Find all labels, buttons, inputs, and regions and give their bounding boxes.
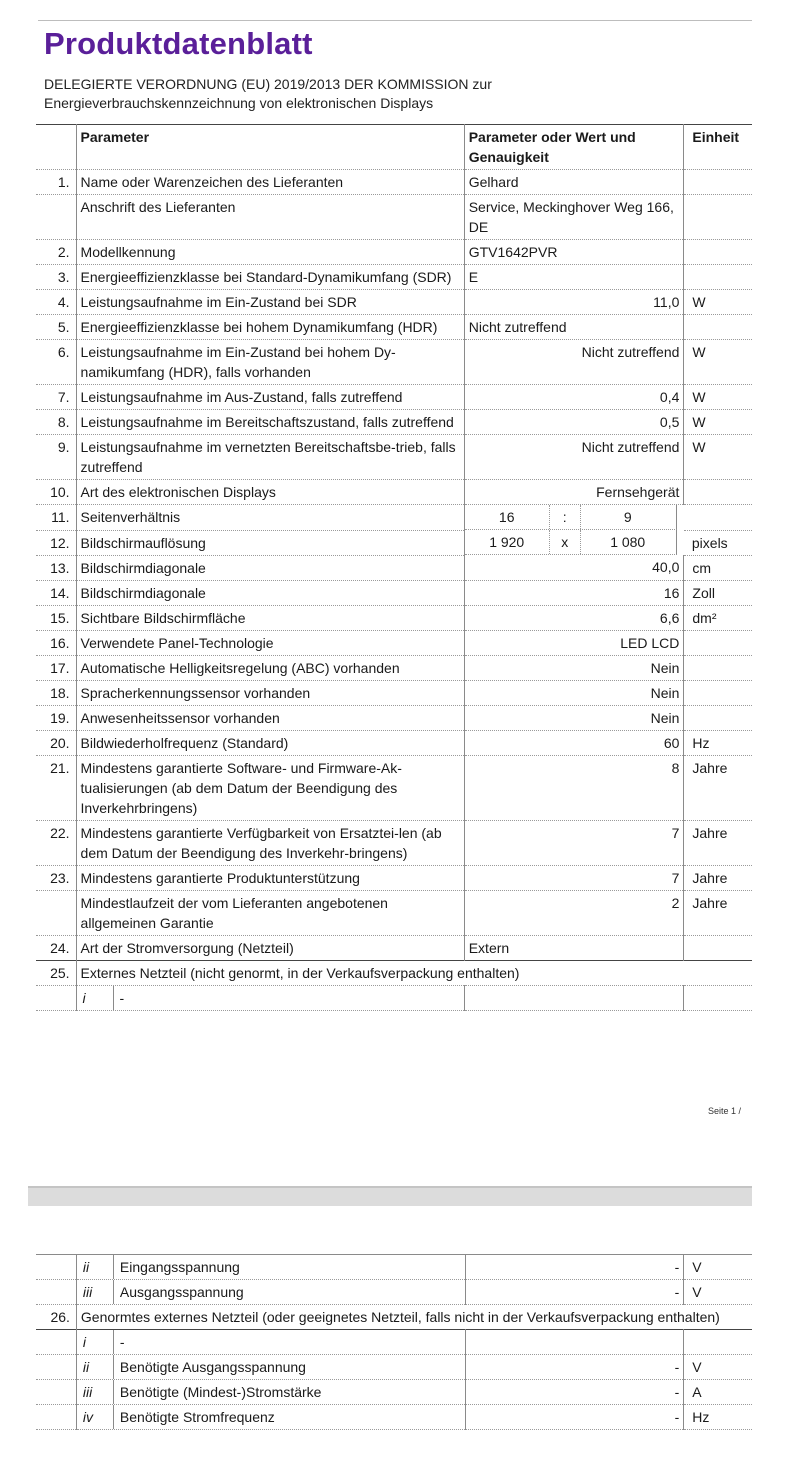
sub-grid xyxy=(77,1255,465,1279)
value-cell: 0,5 xyxy=(464,410,684,435)
row-number: 23. xyxy=(36,865,76,890)
table-row xyxy=(36,315,752,340)
header-unit: Einheit xyxy=(684,125,752,170)
parameter-cell: Spracherkennungssensor vorhanden xyxy=(76,680,464,705)
parameter-cell: Mindestens garantierte Software- und Firmware-Ak-tualisierungen (ab dem Datum der Beendigung des Inverkehrbringens) xyxy=(76,755,464,820)
value-cell: Nein xyxy=(464,705,684,730)
parameter-cell: Energieeffizienzklasse bei hohem Dynamikumfang (HDR) xyxy=(76,315,464,340)
value-cell: - xyxy=(465,1405,684,1430)
parameter-cell: Leistungsaufnahme im Ein-Zustand bei SDR xyxy=(76,290,464,315)
value-cell: E xyxy=(464,265,684,290)
sub-parameter-text: Benötigte (Mindest-)Stromstärke xyxy=(119,1384,322,1400)
row-number xyxy=(36,1255,76,1280)
top-rule xyxy=(38,20,752,21)
unit-cell: cm xyxy=(684,555,752,580)
parameter-cell: Bildschirmdiagonale xyxy=(76,580,464,605)
unit-cell: W xyxy=(684,435,752,480)
unit-cell xyxy=(684,240,752,265)
table-row xyxy=(36,630,752,655)
parameter-cell: Leistungsaufnahme im Bereitschaftszustand, falls zutreffend xyxy=(76,410,464,435)
unit-cell xyxy=(684,195,752,240)
unit-cell: V xyxy=(684,1255,752,1280)
table-row xyxy=(36,555,752,580)
table-row xyxy=(36,410,752,435)
sub-parameter-cell xyxy=(76,1330,465,1355)
value-cell-split xyxy=(465,505,677,530)
value-cell: Service, Meckinghover Weg 166, DE xyxy=(464,195,684,240)
row-number xyxy=(36,1355,76,1380)
table-row xyxy=(36,1255,752,1280)
sub-parameter-text: - xyxy=(119,989,125,1006)
parameter-cell: Anschrift des Lieferanten xyxy=(76,195,464,240)
row-number xyxy=(36,985,76,1010)
value-cell: 60 xyxy=(464,730,684,755)
table-row xyxy=(36,985,752,1010)
parameter-cell: Sichtbare Bildschirmfläche xyxy=(76,605,464,630)
unit-cell xyxy=(684,170,752,195)
row-number: 26. xyxy=(36,1305,76,1330)
sub-grid xyxy=(77,1355,465,1379)
row-number: 11. xyxy=(36,505,76,531)
table-row xyxy=(36,865,752,890)
row-number: 21. xyxy=(36,755,76,820)
sub-parameter-cell xyxy=(76,1405,465,1430)
value-separator: : xyxy=(550,505,581,529)
unit-cell: V xyxy=(684,1280,752,1305)
table-row xyxy=(36,1405,752,1430)
parameter-cell-wide: Externes Netzteil (nicht genormt, in der Verkaufsverpackung enthalten) xyxy=(76,960,752,985)
parameter-cell: Mindestens garantierte Produktunterstützung xyxy=(76,865,464,890)
parameter-cell: Automatische Helligkeitsregelung (ABC) vorhanden xyxy=(76,655,464,680)
row-number: 22. xyxy=(36,820,76,865)
value-cell: 11,0 xyxy=(464,290,684,315)
unit-cell xyxy=(684,630,752,655)
roman-numeral: iv xyxy=(77,1405,114,1429)
row-number: 24. xyxy=(36,935,76,960)
unit-cell: Hz xyxy=(684,1405,752,1430)
parameter-cell: Mindestlaufzeit der vom Lieferanten angebotenen allgemeinen Garantie xyxy=(76,890,464,935)
sub-grid xyxy=(77,1380,465,1404)
value-cell xyxy=(464,985,684,1010)
row-number: 4. xyxy=(36,290,76,315)
value-cell: Extern xyxy=(464,935,684,960)
table-row xyxy=(36,480,752,505)
row-number xyxy=(36,1280,76,1305)
unit-cell xyxy=(684,505,752,531)
unit-cell: Zoll xyxy=(684,580,752,605)
row-number: 5. xyxy=(36,315,76,340)
row-number: 19. xyxy=(36,705,76,730)
value-part-b: 9 xyxy=(623,509,632,525)
table-row xyxy=(36,170,752,195)
unit-cell xyxy=(684,480,752,505)
table-row xyxy=(36,1280,752,1305)
table-row xyxy=(36,960,752,985)
row-number: 3. xyxy=(36,265,76,290)
unit-cell xyxy=(684,265,752,290)
parameter-cell: Bildschirmdiagonale xyxy=(76,555,464,580)
row-number xyxy=(36,195,76,240)
page-footer: Seite 1 / xyxy=(708,1106,742,1116)
table-row xyxy=(36,195,752,240)
unit-cell: W xyxy=(684,290,752,315)
table-row xyxy=(36,1355,752,1380)
unit-cell: Hz xyxy=(684,730,752,755)
table-row xyxy=(36,385,752,410)
sub-parameter-text: Benötigte Ausgangsspannung xyxy=(119,1359,306,1375)
unit-cell xyxy=(684,705,752,730)
table-row xyxy=(36,890,752,935)
value-cell: GTV1642PVR xyxy=(464,240,684,265)
table-row xyxy=(36,530,752,555)
value-part-a: 1 920 xyxy=(465,530,550,554)
sub-parameter-cell xyxy=(76,1355,465,1380)
value-cell: 8 xyxy=(464,755,684,820)
value-cell: 40,0 xyxy=(464,555,684,580)
table-row xyxy=(36,680,752,705)
value-cell: Gelhard xyxy=(464,170,684,195)
row-number: 1. xyxy=(36,170,76,195)
parameter-table-continued xyxy=(36,1254,752,1430)
row-number: 6. xyxy=(36,340,76,385)
value-cell: - xyxy=(465,1255,684,1280)
sub-parameter-cell xyxy=(76,1380,465,1405)
table-row xyxy=(36,705,752,730)
parameter-cell: Name oder Warenzeichen des Lieferanten xyxy=(76,170,464,195)
unit-cell: dm² xyxy=(684,605,752,630)
table-row xyxy=(36,580,752,605)
parameter-cell: Leistungsaufnahme im Ein-Zustand bei hohem Dy-namikumfang (HDR), falls vorhanden xyxy=(76,340,464,385)
roman-numeral: i xyxy=(77,1330,114,1354)
parameter-cell: Seitenverhältnis xyxy=(76,505,464,531)
parameter-cell-wide: Genormtes externes Netzteil (oder geeignetes Netzteil, falls nicht in der Verkaufsverpackung enthalten) xyxy=(76,1305,752,1330)
parameter-cell: Modellkennung xyxy=(76,240,464,265)
table-row xyxy=(36,435,752,480)
value-cell: 16 xyxy=(464,580,684,605)
row-number: 8. xyxy=(36,410,76,435)
table-row xyxy=(36,240,752,265)
value-cell: - xyxy=(465,1280,684,1305)
unit-cell xyxy=(684,935,752,960)
table-row xyxy=(36,655,752,680)
sub-parameter-cell xyxy=(76,1280,465,1305)
value-separator: x xyxy=(550,530,581,554)
sub-parameter-cell xyxy=(76,985,464,1010)
page-break-separator xyxy=(28,1186,752,1206)
value-cell: 0,4 xyxy=(464,385,684,410)
row-number: 2. xyxy=(36,240,76,265)
value-cell: 2 xyxy=(464,890,684,935)
row-number: 16. xyxy=(36,630,76,655)
value-cell: Nicht zutreffend xyxy=(464,315,684,340)
row-number xyxy=(36,890,76,935)
value-cell xyxy=(465,1330,684,1355)
unit-cell: Jahre xyxy=(684,890,752,935)
table-row xyxy=(36,605,752,630)
unit-cell: pixels xyxy=(684,530,752,555)
roman-numeral: iii xyxy=(77,1280,114,1304)
table-row xyxy=(36,1380,752,1405)
table-row xyxy=(36,340,752,385)
sub-grid xyxy=(77,1280,465,1304)
page-title: Produktdatenblatt xyxy=(44,26,313,61)
unit-cell xyxy=(684,315,752,340)
unit-cell: W xyxy=(684,385,752,410)
value-cell: 7 xyxy=(464,865,684,890)
unit-cell: W xyxy=(684,340,752,385)
unit-cell: A xyxy=(684,1380,752,1405)
row-number: 12. xyxy=(36,530,76,555)
value-part-a: 16 xyxy=(465,505,550,529)
value-cell: Nein xyxy=(464,680,684,705)
table-row xyxy=(36,265,752,290)
parameter-cell: Bildschirmauflösung xyxy=(76,530,464,555)
sub-parameter-text: Ausgangsspannung xyxy=(119,1284,244,1300)
sub-grid xyxy=(77,986,464,1010)
parameter-cell: Anwesenheitssensor vorhanden xyxy=(76,705,464,730)
table-header-row xyxy=(36,125,752,170)
sub-parameter-text: Eingangsspannung xyxy=(119,1259,240,1275)
unit-cell xyxy=(684,985,752,1010)
header-value: Parameter oder Wert und Genauigkeit xyxy=(464,125,684,170)
unit-cell: Jahre xyxy=(684,755,752,820)
parameter-cell: Mindestens garantierte Verfügbarkeit von Ersatztei-len (ab dem Datum der Beendigung des Inverkehr-bringens) xyxy=(76,820,464,865)
row-number: 25. xyxy=(36,960,76,985)
row-number: 15. xyxy=(36,605,76,630)
roman-numeral: iii xyxy=(77,1380,114,1404)
parameter-cell: Art des elektronischen Displays xyxy=(76,480,464,505)
row-number: 13. xyxy=(36,555,76,580)
sub-parameter-text: Benötigte Stromfrequenz xyxy=(119,1409,275,1425)
sub-parameter-cell xyxy=(76,1255,465,1280)
sub-grid xyxy=(77,1405,465,1429)
value-cell: LED LCD xyxy=(464,630,684,655)
sub-parameter-text: - xyxy=(119,1334,125,1350)
row-number xyxy=(36,1330,76,1355)
value-cell: - xyxy=(465,1380,684,1405)
table-row xyxy=(36,1305,752,1330)
row-number: 10. xyxy=(36,480,76,505)
parameter-cell: Verwendete Panel-Technologie xyxy=(76,630,464,655)
unit-cell xyxy=(684,655,752,680)
value-cell: Nein xyxy=(464,655,684,680)
sub-grid xyxy=(77,1330,465,1354)
value-cell: Nicht zutreffend xyxy=(464,435,684,480)
regulation-subtitle xyxy=(44,75,492,113)
header-parameter: Parameter xyxy=(76,125,464,170)
row-number xyxy=(36,1380,76,1405)
value-cell: 7 xyxy=(464,820,684,865)
table-row xyxy=(36,290,752,315)
value-cell: Nicht zutreffend xyxy=(464,340,684,385)
roman-numeral: i xyxy=(77,986,114,1010)
unit-cell: V xyxy=(684,1355,752,1380)
roman-numeral: ii xyxy=(77,1355,114,1379)
table-row xyxy=(36,820,752,865)
unit-cell xyxy=(684,1330,752,1355)
value-cell: - xyxy=(465,1355,684,1380)
unit-cell xyxy=(684,680,752,705)
table-row xyxy=(36,505,752,531)
table-row xyxy=(36,730,752,755)
value-cell: Fernsehgerät xyxy=(464,480,684,505)
table-row xyxy=(36,755,752,820)
row-number: 17. xyxy=(36,655,76,680)
header-number-cell xyxy=(36,125,76,170)
row-number: 7. xyxy=(36,385,76,410)
unit-cell: W xyxy=(684,410,752,435)
unit-cell: Jahre xyxy=(684,865,752,890)
parameter-cell: Leistungsaufnahme im Aus-Zustand, falls zutreffend xyxy=(76,385,464,410)
parameter-cell: Bildwiederholfrequenz (Standard) xyxy=(76,730,464,755)
row-number: 9. xyxy=(36,435,76,480)
value-cell-split xyxy=(465,530,677,555)
row-number: 14. xyxy=(36,580,76,605)
value-cell: 6,6 xyxy=(464,605,684,630)
parameter-table xyxy=(36,124,752,1011)
parameter-cell: Leistungsaufnahme im vernetzten Bereitschaftsbe-trieb, falls zutreffend xyxy=(76,435,464,480)
subtitle-line-1: DELEGIERTE VERORDNUNG (EU) 2019/2013 DER KOMMISSION zur xyxy=(44,76,492,92)
row-number: 20. xyxy=(36,730,76,755)
roman-numeral: ii xyxy=(77,1255,114,1279)
parameter-cell: Art der Stromversorgung (Netzteil) xyxy=(76,935,464,960)
table-row xyxy=(36,935,752,960)
unit-cell: Jahre xyxy=(684,820,752,865)
subtitle-line-2: Energieverbrauchskennzeichnung von elektronischen Displays xyxy=(44,95,434,111)
table-row xyxy=(36,1330,752,1355)
value-part-b: 1 080 xyxy=(610,534,646,550)
parameter-cell: Energieeffizienzklasse bei Standard-Dynamikumfang (SDR) xyxy=(76,265,464,290)
row-number: 18. xyxy=(36,680,76,705)
row-number xyxy=(36,1405,76,1430)
